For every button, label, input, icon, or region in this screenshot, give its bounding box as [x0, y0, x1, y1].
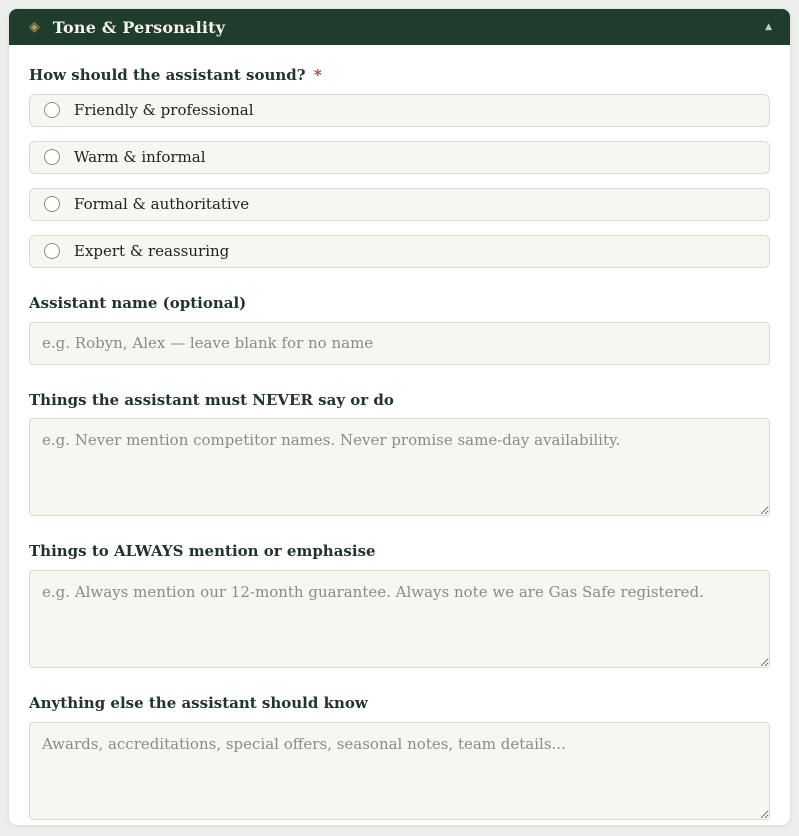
- tone-option-label: Expert & reassuring: [74, 242, 230, 261]
- always-mention-label: Things to ALWAYS mention or emphasise: [29, 542, 376, 561]
- assistant-name-section: [29, 294, 770, 365]
- always-mention-textarea[interactable]: [29, 570, 770, 668]
- anything-else-label: Anything else the assistant should know: [29, 694, 368, 712]
- tone-option-friendly-professional[interactable]: [29, 94, 770, 127]
- never-say-section: [29, 391, 770, 517]
- always-mention-section: [29, 542, 770, 668]
- assistant-name-label: Assistant name (optional): [29, 293, 247, 312]
- tone-option-label: Formal & authoritative: [74, 195, 250, 214]
- tone-option-formal-authoritative[interactable]: [29, 188, 770, 221]
- collapse-arrow-icon[interactable]: ▲: [765, 22, 772, 32]
- diamond-icon: ◈: [29, 19, 40, 35]
- tone-option-label: Warm & informal: [74, 148, 206, 167]
- tone-option-label: Friendly & professional: [74, 101, 254, 120]
- tone-question-text: How should the assistant sound?: [29, 66, 306, 84]
- panel-body: [9, 45, 790, 826]
- tone-personality-panel: [8, 8, 791, 826]
- panel-header[interactable]: [9, 9, 790, 45]
- assistant-name-input[interactable]: [29, 322, 770, 365]
- panel-title: Tone & Personality: [52, 17, 226, 37]
- tone-radio-warm-informal[interactable]: [44, 149, 60, 165]
- never-say-textarea[interactable]: [29, 418, 770, 516]
- tone-option-warm-informal[interactable]: [29, 141, 770, 174]
- tone-radio-expert-reassuring[interactable]: [44, 243, 60, 259]
- tone-radio-friendly-professional[interactable]: [44, 102, 60, 118]
- tone-radio-formal-authoritative[interactable]: [44, 196, 60, 212]
- anything-else-section: [29, 694, 770, 820]
- anything-else-textarea[interactable]: [29, 722, 770, 820]
- tone-question-label: [29, 66, 770, 85]
- required-asterisk: *: [313, 66, 322, 84]
- never-say-label: Things the assistant must NEVER say or do: [29, 390, 394, 409]
- tone-option-expert-reassuring[interactable]: [29, 235, 770, 268]
